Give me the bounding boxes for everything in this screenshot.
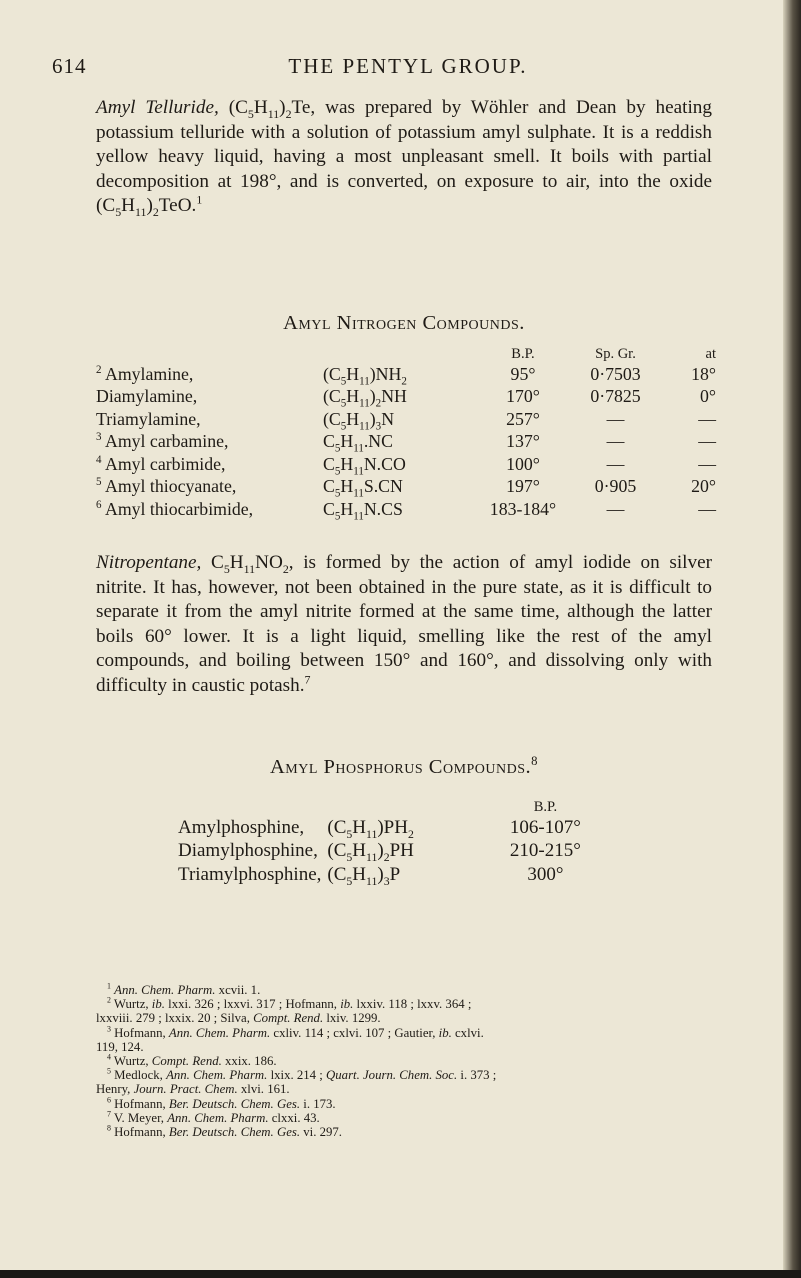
nitrogen-compounds-table: [96, 343, 716, 521]
table-header-row: [96, 343, 716, 363]
specific-gravity: 0·7825: [590, 386, 641, 407]
table-row: [178, 863, 593, 887]
specific-gravity: —: [606, 498, 625, 519]
boiling-point: 106-107°: [509, 816, 581, 838]
section-title-nitrogen: Amyl Nitrogen Compounds.: [283, 312, 525, 334]
footnote-2-cont: lxxviii. 279 ; lxxix. 20 ; Silva, Compt. Rend. lxiv. 1299.: [96, 1011, 381, 1026]
boiling-point: 170°: [506, 386, 540, 407]
compound-formula: $C_5H_{11}N.CS$: [323, 498, 403, 523]
compound-formula: $(C_5H_{11})PH_2$: [327, 816, 414, 841]
page-edge-shadow: [783, 0, 801, 1278]
measured-at-temperature: —: [698, 408, 716, 429]
specific-gravity: —: [606, 431, 625, 452]
col-header-bp: B.P.: [533, 799, 558, 815]
specific-gravity: —: [606, 453, 625, 474]
boiling-point: 197°: [506, 476, 540, 497]
compound-name: Amylamine,: [104, 363, 194, 384]
boiling-point: 257°: [506, 408, 540, 429]
measured-at-temperature: —: [698, 453, 716, 474]
measured-at-temperature: —: [698, 431, 716, 452]
specific-gravity: —: [606, 408, 625, 429]
table-header-row: [178, 794, 593, 816]
compound-formula: $(C_5H_{11})NH_2$: [323, 363, 407, 388]
footnote-4: $^4$ Wurtz, Compt. Rend. xxix. 186.: [107, 1052, 277, 1069]
col-header-at: at: [705, 346, 716, 362]
compound-name: Diamylphosphine,: [178, 840, 318, 862]
table-row: [96, 408, 716, 431]
compound-name: Triamylamine,: [96, 408, 201, 429]
footnote-5-cont: Henry, Journ. Pract. Chem. xlvi. 161.: [96, 1082, 290, 1097]
compound-formula: $(C_5H_{11})_3P$: [327, 863, 401, 888]
footnote-6: $^6$ Hofmann, Ber. Deutsch. Chem. Ges. i. 173.: [107, 1095, 336, 1111]
formula-telluride-oxide: $(C_5H_{11})_2TeO$.: [96, 195, 197, 219]
phosphorus-compounds-table: [178, 794, 593, 887]
page-bottom-border: [0, 1270, 801, 1278]
footnote-ref-1: 1: [196, 192, 203, 207]
footnote-8: $^8$ Hofmann, Ber. Deutsch. Chem. Ges. vi. 297.: [107, 1123, 343, 1140]
footnote-3-cont: 119, 124.: [96, 1039, 144, 1054]
specific-gravity: 0·7503: [590, 363, 641, 384]
boiling-point: 100°: [506, 453, 540, 474]
table-row: [96, 363, 716, 386]
compound-formula: $C_5H_{11}.NC$: [323, 431, 393, 455]
table-row: [96, 453, 716, 476]
formula-nitropentane: $C_5H_{11}NO_2$,: [211, 552, 294, 576]
page-number: 614: [52, 54, 87, 78]
telluride-body: was prepared by Wöhler and Dean by heating potassium telluride with a solution of potassium amyl sulphate. It is a reddish yellow heavy liquid, having a most unpleasant smell. It boils with partial decomposition at 198°, and is converted, on exposure to air, into the oxide: [96, 97, 712, 192]
footnote-ref: 4: [96, 453, 102, 466]
col-header-sp-gr: Sp. Gr.: [595, 346, 636, 362]
footnote-ref: 2: [96, 363, 102, 376]
compound-formula: $C_5H_{11}S.CN$: [323, 476, 403, 500]
section-title-phosphorus: [96, 756, 712, 779]
running-head: [52, 54, 764, 84]
footnote-ref: 3: [96, 431, 102, 444]
compound-formula: $(C_5H_{11})_2NH$: [323, 386, 407, 410]
measured-at-temperature: 20°: [691, 476, 716, 497]
boiling-point: 137°: [506, 431, 540, 452]
boiling-point: 300°: [527, 863, 564, 885]
table-row: [178, 840, 593, 864]
compound-formula: $(C_5H_{11})_3N$: [323, 408, 395, 433]
compound-name: Amylphosphine,: [178, 816, 305, 838]
table-row: [96, 476, 716, 499]
footnote-ref-7: 7: [304, 672, 311, 687]
measured-at-temperature: 18°: [691, 363, 716, 384]
footnote-ref-8: 8: [531, 754, 539, 769]
table-row: [96, 386, 716, 409]
footnote-5: $^5$ Medlock, Ann. Chem. Pharm. lxix. 214 ; Quart. Journ. Chem. Soc. i. 373 ;: [107, 1066, 497, 1083]
footnote-ref: 6: [96, 498, 102, 511]
specific-gravity: 0·905: [594, 476, 637, 497]
footnotes: [96, 983, 712, 1139]
footnote-1: $^1$ Ann. Chem. Pharm. xcvii. 1.: [107, 981, 261, 997]
table-row: [178, 816, 593, 840]
footnote-3: $^3$ Hofmann, Ann. Chem. Pharm. cxliv. 114 ; cxlvi. 107 ; Gautier, ib. cxlvi.: [107, 1024, 484, 1040]
formula-amyl-telluride: $(C_5H_{11})_2Te$,: [228, 97, 316, 121]
measured-at-temperature: 0°: [699, 386, 716, 407]
compound-name: Amyl carbimide,: [104, 453, 226, 474]
paragraph-amyl-telluride: [96, 96, 712, 219]
compound-name: Amyl thiocarbimide,: [104, 498, 254, 519]
col-header-bp: B.P.: [511, 346, 535, 362]
compound-name: Triamylphosphine,: [178, 863, 322, 885]
nitropentane-body: is formed by the action of amyl iodide on silver nitrite. It has, however, not been obtained in the pure state, as it is difficult to separate it from the amyl nitrite formed at the same time, although the latter boils 60° lower. It is a light liquid, smelling like the rest of the amyl compounds, and boiling between 150° and 160°, and dissolving only with difficulty in caustic potash.: [96, 552, 713, 696]
page-title: THE PENTYL GROUP.: [288, 54, 528, 78]
footnote-ref: 5: [96, 476, 102, 489]
compound-formula: $C_5H_{11}N.CO$: [323, 453, 406, 478]
table-row: [96, 498, 716, 521]
measured-at-temperature: —: [698, 498, 716, 519]
compound-name: Amyl carbamine,: [104, 431, 229, 452]
table-row: [96, 431, 716, 454]
phosphorus-title-text: Amyl Phosphorus Compounds.: [269, 756, 532, 778]
footnote-2: $^2$ Wurtz, ib. lxxi. 326 ; lxxvi. 317 ; Hofmann, ib. lxxiv. 118 ; lxxv. 364 ;: [107, 995, 472, 1012]
paragraph-nitropentane: [96, 551, 712, 698]
footnote-7: $^7$ V. Meyer, Ann. Chem. Pharm. clxxi. 43.: [107, 1109, 320, 1125]
boiling-point: 210-215°: [509, 840, 581, 862]
compound-name: Amyl thiocyanate,: [104, 476, 237, 497]
compound-name: Diamylamine,: [96, 386, 198, 407]
term-amyl-telluride: Amyl Telluride,: [96, 97, 219, 118]
term-nitropentane: Nitropentane,: [96, 552, 202, 573]
boiling-point: 95°: [510, 363, 536, 384]
boiling-point: 183-184°: [489, 498, 557, 519]
compound-formula: $(C_5H_{11})_2PH$: [327, 840, 414, 865]
